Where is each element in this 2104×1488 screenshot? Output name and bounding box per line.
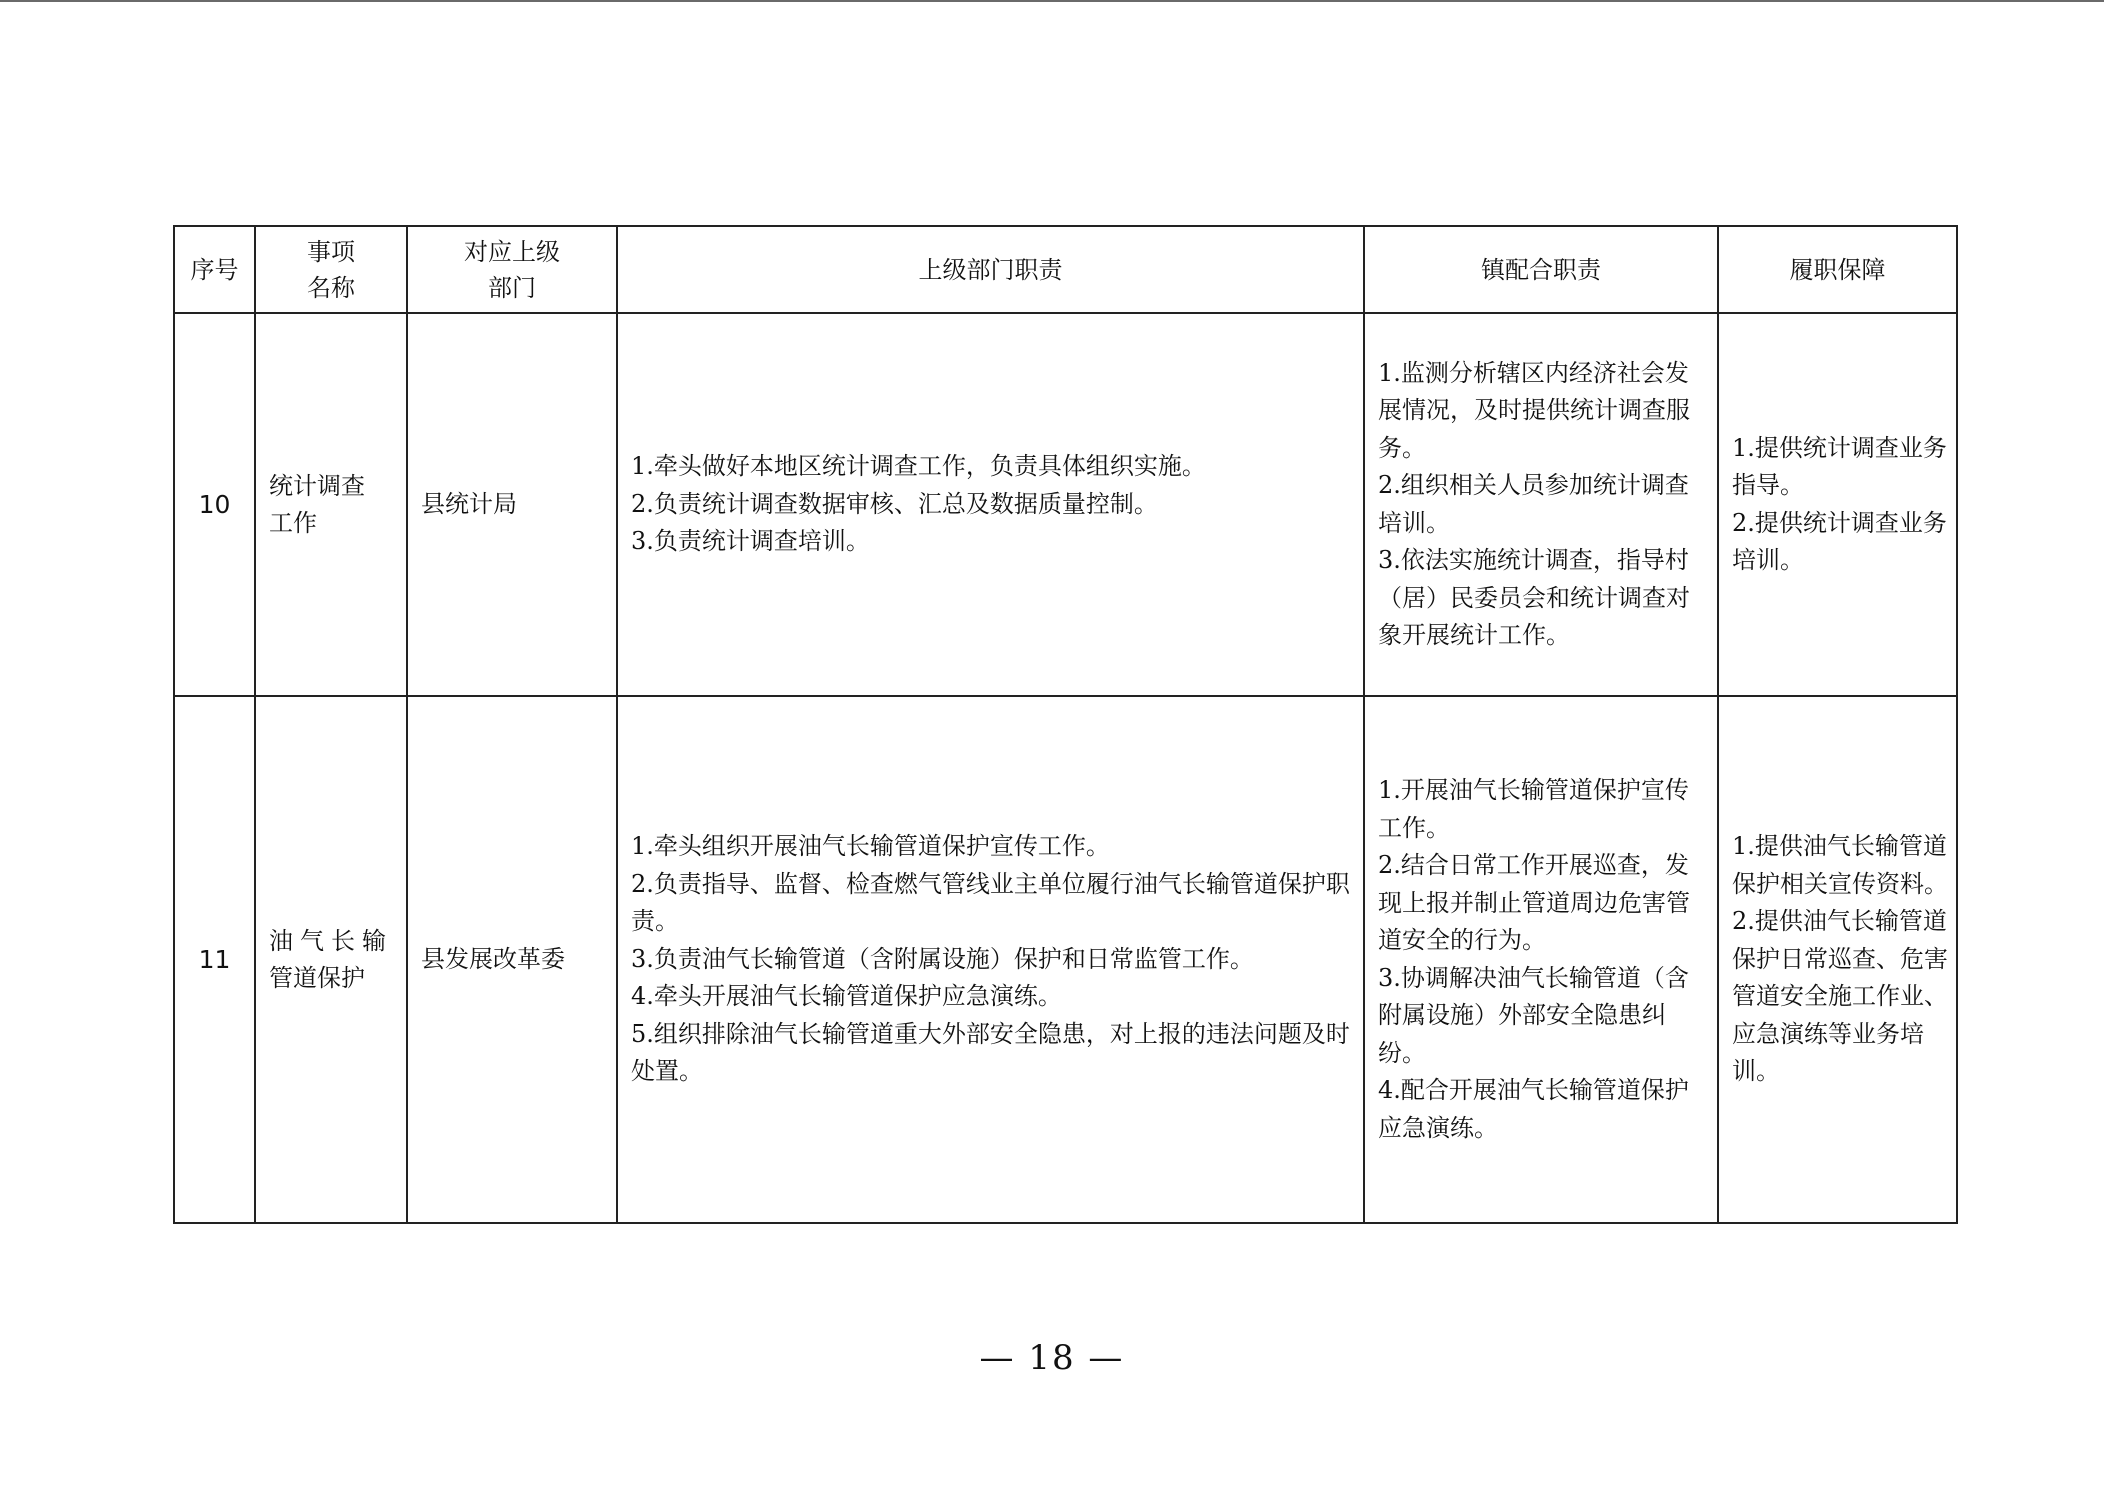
dept-text: 县统计局 xyxy=(421,490,517,518)
row-superior-duties xyxy=(617,696,1364,1223)
header-dept-line2: 部门 xyxy=(488,273,536,302)
town-duty-item: 3.协调解决油气长输管道（含附属设施）外部安全隐患纠纷。 xyxy=(1378,963,1689,1067)
town-duty-item: 2.结合日常工作开展巡查，发现上报并制止管道周边危害管道安全的行为。 xyxy=(1378,851,1690,954)
row-seq: 10 xyxy=(174,313,255,696)
row-dept xyxy=(407,696,617,1223)
duty-item: 3.负责统计调查培训。 xyxy=(631,527,870,556)
item-name-line: 工作 xyxy=(269,508,317,537)
header-item-name-line1: 事项 xyxy=(307,237,355,266)
header-dept-line1: 对应上级 xyxy=(464,237,560,266)
duty-item: 2.负责统计调查数据审核、汇总及数据质量控制。 xyxy=(631,489,1158,518)
duty-item: 2.负责指导、监督、检查燃气管线业主单位履行油气长输管道保护职责。 xyxy=(631,869,1350,936)
guarantee-item: 2.提供统计调查业务培训。 xyxy=(1732,508,1947,574)
duty-item: 1.牵头组织开展油气长输管道保护宣传工作。 xyxy=(631,832,1110,861)
page-top-border xyxy=(0,0,2104,2)
item-name-line: 统计调查 xyxy=(269,471,365,500)
page-number: — 18 — xyxy=(979,1338,1125,1378)
row-guarantee xyxy=(1718,696,1957,1223)
header-superior-dept xyxy=(407,226,617,313)
dept-text: 县发展改革委 xyxy=(421,945,565,973)
town-duty-item: 1.监测分析辖区内经济社会发展情况，及时提供统计调查服务。 xyxy=(1378,358,1690,462)
item-name-line: 管道保护 xyxy=(269,963,365,992)
item-name-line: 油气长输 xyxy=(269,926,393,955)
row-town-duties xyxy=(1364,313,1718,696)
duty-item: 1.牵头做好本地区统计调查工作，负责具体组织实施。 xyxy=(631,452,1206,481)
guarantee-item: 1.提供油气长输管道保护相关宣传资料。 xyxy=(1732,832,1948,898)
town-duty-item: 4.配合开展油气长输管道保护应急演练。 xyxy=(1378,1076,1689,1142)
table-row xyxy=(174,313,1957,696)
header-seq: 序号 xyxy=(174,226,255,313)
row-seq: 11 xyxy=(174,696,255,1223)
table-header-row xyxy=(174,226,1957,313)
row-item-name xyxy=(255,313,407,696)
town-duty-item: 3.依法实施统计调查，指导村（居）民委员会和统计调查对象开展统计工作。 xyxy=(1378,546,1690,649)
header-guarantee: 履职保障 xyxy=(1718,226,1957,313)
town-duty-item: 2.组织相关人员参加统计调查培训。 xyxy=(1378,471,1689,537)
header-town-duties: 镇配合职责 xyxy=(1364,226,1718,313)
row-superior-duties xyxy=(617,313,1364,696)
header-item-name-line2: 名称 xyxy=(307,273,355,302)
guarantee-item: 1.提供统计调查业务指导。 xyxy=(1732,433,1947,499)
guarantee-item: 2.提供油气长输管道保护日常巡查、危害管道安全施工作业、应急演练等业务培训。 xyxy=(1732,907,1948,1086)
duty-item: 4.牵头开展油气长输管道保护应急演练。 xyxy=(631,982,1062,1011)
row-town-duties xyxy=(1364,696,1718,1223)
table-row xyxy=(174,696,1957,1223)
duty-item: 5.组织排除油气长输管道重大外部安全隐患，对上报的违法问题及时处置。 xyxy=(631,1019,1350,1086)
header-item-name xyxy=(255,226,407,313)
header-superior-duties: 上级部门职责 xyxy=(617,226,1364,313)
town-duty-item: 1.开展油气长输管道保护宣传工作。 xyxy=(1378,776,1689,842)
row-dept xyxy=(407,313,617,696)
duty-item: 3.负责油气长输管道（含附属设施）保护和日常监管工作。 xyxy=(631,944,1254,973)
row-guarantee xyxy=(1718,313,1957,696)
row-item-name xyxy=(255,696,407,1223)
duty-table xyxy=(173,225,1958,1224)
